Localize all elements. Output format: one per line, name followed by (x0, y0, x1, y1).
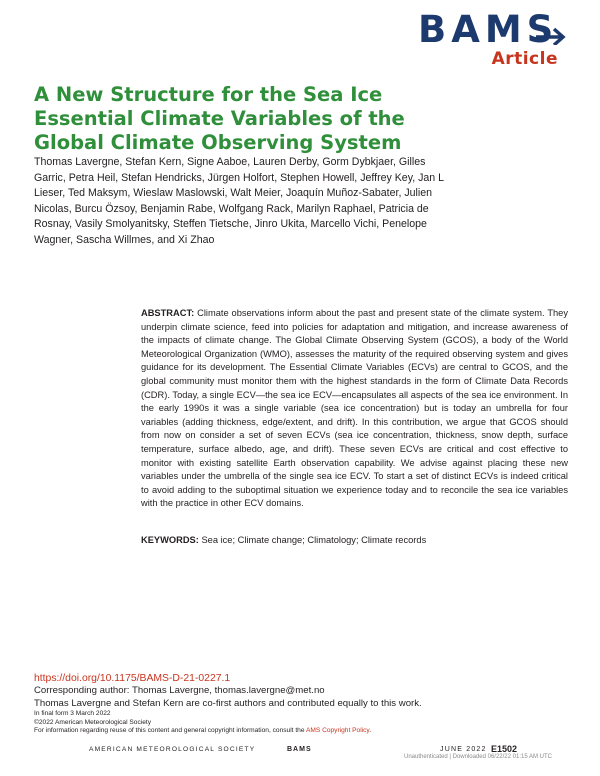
co-first-note: Thomas Lavergne and Stefan Kern are co-first authors and contributed equally to this work. (34, 697, 422, 709)
reuse-text: For information regarding reuse of this content and general copyright information, consult the (34, 727, 306, 735)
abstract-label: ABSTRACT: (141, 308, 195, 318)
download-watermark: Unauthenticated | Downloaded 06/22/22 01:15 AM UTC (404, 754, 552, 760)
bams-logo (418, 10, 558, 68)
copyright-notice: ©2022 American Meteorological Society (34, 718, 152, 726)
logo-arrow-icon (534, 15, 568, 45)
keywords-text: Sea ice; Climate change; Climatology; Climate records (198, 535, 427, 545)
article-label: Article (491, 49, 558, 69)
abstract (141, 307, 568, 511)
reuse-suffix: . (369, 727, 372, 735)
article-footer (34, 672, 574, 736)
page-bottom-bar (0, 745, 600, 765)
keywords (141, 534, 568, 547)
corresponding-author: Corresponding author: Thomas Lavergne, thomas.lavergne@met.no (34, 685, 325, 696)
reuse-notice (34, 727, 574, 736)
author-list: Thomas Lavergne, Stefan Kern, Signe Aaboe, Lauren Derby, Gorm Dybkjaer, Gilles Garric, Petra Heil, Stefan Hendricks, Jürgen Holfort, Stephen Howell, Jeffrey Key, Jan L Lieser, Ted Maksym, Wieslaw Maslowski, Walt Meier, Joaquín Muñoz-Sabater, Julien Nicolas, Burcu Özsoy, Benjamin Rabe, Wolfgang Rack, Marilyn Raphael, Patricia de Rosnay, Vasily Smolyanitsky, Steffen Tietsche, Jinro Ukita, Marcello Vichi, Penelope Wagner, Sascha Willmes, and Xi Zhao (34, 156, 444, 246)
copyright-policy-link[interactable]: AMS Copyright Policy (305, 727, 370, 735)
abstract-text: Climate observations inform about the past and present state of the climate system. They underpin climate science, feed into policies for adaptation and mitigation, and increase awareness of the impacts of climate change. The Global Climate Observing System (GCOS), a body of the World Meteorological Organization (WMO), assesses the maturity of the required observing system and gives guidance for its development. The Essential Climate Variables (ECVs) are central to GCOS, and the global community must monitor them with the highest standards in the form of Climate Data Records (CDR). Today, a single ECV—the sea ice ECV—encapsulates all aspects of the sea ice environment. In the early 1990s it was a single variable (sea ice concentration) but is today an umbrella for four variables (adding thickness, edge/extent, and drift). In this contribution, we argue that GCOS should from now on consider a set of seven ECVs (sea ice concentration, thickness, snow depth, surface temperature, surface albedo, age, and drift). These seven ECVs are critical and cost effective to monitor with existing satellite Earth observation capability. We advise against placing these new variables under the umbrella of the single sea ice ECV. To start a set of distinct ECVs is indeed critical to avoid adding to the suboptimal situation we experience today and to reconcile the sea ice variables with the practice in other ECV domains. (141, 308, 568, 509)
society-name: AMERICAN METEOROLOGICAL SOCIETY (89, 746, 256, 753)
keywords-label: KEYWORDS: (141, 535, 199, 545)
final-form-date: In final form 3 March 2022 (34, 710, 111, 717)
doi-link[interactable]: https://doi.org/10.1175/BAMS-D-21-0227.1 (34, 673, 231, 684)
article-title: A New Structure for the Sea Ice Essential Climate Variables of the Global Climate Observing System (34, 83, 405, 154)
journal-name: BAMS (287, 746, 312, 753)
page-number: E1502 (491, 744, 518, 754)
issue-date: JUNE 2022 (440, 746, 487, 753)
logo-text: BAMS (418, 8, 559, 51)
